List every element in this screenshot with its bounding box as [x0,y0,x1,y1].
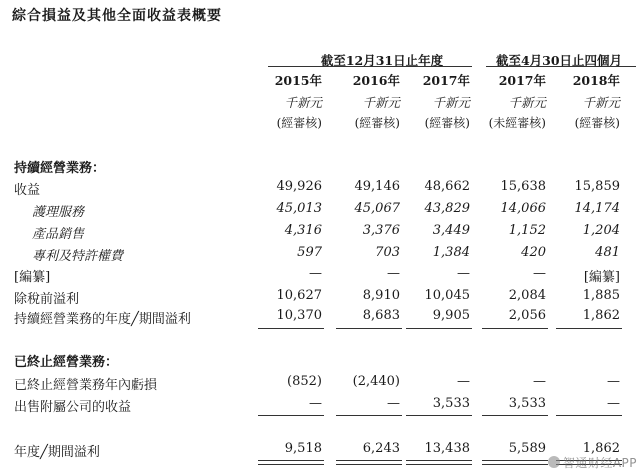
table-cell: 4,316 [284,223,322,238]
table-cell: 48,662 [424,179,470,194]
total-cell: 13,438 [424,441,470,456]
column-unit: 千新元 [508,95,546,110]
watermark-icon [548,456,560,468]
double-underline [336,460,402,465]
total-rule [258,328,324,329]
total-cell: 1,862 [582,441,620,456]
watermark [548,454,637,471]
total-rule [406,415,472,416]
total-rule [482,328,548,329]
column-unit: 千新元 [362,95,400,110]
table-cell: — [309,396,322,411]
table-cell: 49,926 [276,179,322,194]
table-cell: — [533,374,546,389]
row-label: 持續經營業務的年度╱期間溢利 [14,312,191,327]
column-audit: (經審核) [276,116,322,130]
total-rule [556,328,622,329]
table-cell: 10,627 [276,288,322,303]
table-cell: 9,905 [432,308,470,323]
watermark-text: 智通财经APP [562,456,637,470]
table-cell: 15,859 [574,179,620,194]
section-heading-continuing: 持續經營業務： [14,161,106,176]
row-label: 護理服務 [32,205,85,220]
group-header-interim: 截至4月30日止四個月 [495,53,623,68]
table-cell: 10,370 [276,308,322,323]
total-rule [556,415,622,416]
group-header-rule [268,66,472,67]
table-cell: 15,638 [500,179,546,194]
row-label: 收益 [14,183,41,198]
column-unit: 千新元 [432,95,470,110]
row-label: 專利及特許權費 [32,249,124,264]
total-cell: 9,518 [284,441,322,456]
table-cell: 14,066 [500,201,546,216]
column-year: 2017年 [498,73,546,88]
table-cell: 3,376 [362,223,400,238]
table-cell: 1,152 [508,223,546,238]
table-cell: 8,683 [362,308,400,323]
column-unit: 千新元 [582,95,620,110]
table-cell: — [387,266,400,281]
row-label: 已終止經營業務年內虧損 [14,378,158,393]
total-rule [406,328,472,329]
table-cell: 45,013 [276,201,322,216]
table-cell: 481 [595,245,620,260]
table-cell: 597 [297,245,322,260]
table-cell: — [607,374,620,389]
column-year: 2016年 [352,73,400,88]
table-cell: 703 [375,245,400,260]
table-cell: 420 [521,245,546,260]
double-underline [258,460,324,465]
column-year: 2015年 [274,73,322,88]
total-rule [258,415,324,416]
table-cell: — [387,396,400,411]
table-cell: (2,440) [352,374,400,389]
column-year: 2018年 [572,73,620,88]
total-cell: 5,589 [508,441,546,456]
table-cell: 1,204 [582,223,620,238]
table-cell: [編纂] [583,270,620,285]
double-underline [406,460,472,465]
table-cell: 1,885 [582,288,620,303]
table-cell: 8,910 [362,288,400,303]
table-cell: — [309,266,322,281]
row-label: 產品銷售 [32,227,85,242]
total-label: 年度╱期間溢利 [14,445,100,460]
table-cell: 10,045 [424,288,470,303]
table-cell: 14,174 [574,201,620,216]
total-cell: 6,243 [362,441,400,456]
table-cell: 1,862 [582,308,620,323]
table-cell: — [457,266,470,281]
table-cell: — [457,374,470,389]
table-cell: 1,384 [432,245,470,260]
group-header-rule [486,66,636,67]
table-cell: 2,056 [508,308,546,323]
total-rule [336,415,402,416]
page-title: 綜合損益及其他全面收益表概要 [12,8,222,24]
table-cell: — [607,396,620,411]
column-year: 2017年 [422,73,470,88]
column-audit: (未經審核) [488,116,546,130]
double-underline [482,460,548,465]
table-cell: 43,829 [424,201,470,216]
table-cell: 49,146 [354,179,400,194]
total-rule [336,328,402,329]
table-cell: 3,533 [432,396,470,411]
total-rule [482,415,548,416]
table-cell: — [533,266,546,281]
row-label: [編纂] [14,270,51,285]
row-label: 出售附屬公司的收益 [14,400,132,415]
section-heading-discontinued: 已終止經營業務： [14,355,119,370]
column-audit: (經審核) [424,116,470,130]
table-cell: (852) [287,374,322,389]
table-cell: 2,084 [508,288,546,303]
table-cell: 3,533 [508,396,546,411]
table-cell: 3,449 [432,223,470,238]
column-unit: 千新元 [284,95,322,110]
column-audit: (經審核) [574,116,620,130]
row-label: 除稅前溢利 [14,292,80,307]
group-header-annual: 截至12月31日止年度 [320,53,444,68]
table-cell: 45,067 [354,201,400,216]
column-audit: (經審核) [354,116,400,130]
